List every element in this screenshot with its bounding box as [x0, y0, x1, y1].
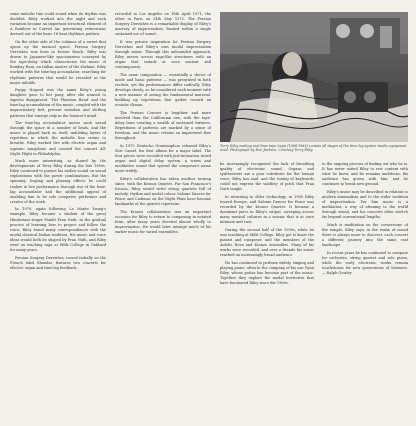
paragraph: On the other side of the columns of a sweet that opens up the musical space, Persian Surgery Dervishes was born in Dorset Beach. Riley was drawn to Japanese-like spaciousness conveyed by the tape-delay which characterize the music of Bombay Ram, an Indian master of the shehnai. Riley worked with the time-lag accumulator, searching for rhythmic patterns that would be revealed as the music unfolds.	[10, 39, 106, 85]
paragraph: He has continued to perform widely, singing and playing piano, often in the company of his son Gyan Riley, whose guitar has become part of the music. Together they explore the modal territories that have fascinated Riley since the 1960s.	[220, 260, 314, 286]
paragraph: recorded in Los Angeles on 18th April 1971, the other in Paris on 24th May 1972. The Persian Surgery Dervishes is a remarkable display of Riley's mastery of improvisation, framed within a single sustained arc of sound.	[115, 12, 211, 37]
paragraph: to the ongoing process of finding out who he is. It has never suited Riley to rest content with what he knew, and he remains ambitious: his audience has grown with him, and he continues to break new ground.	[322, 162, 408, 187]
photo-illustration	[220, 12, 408, 142]
paragraph: Much more interesting, as shared by the developments of Terry Riley during the late 1960s, Riley continued to pursue his earlier sound on sound explorations with the power combinations. But the spinning, looping and phasing effects he could realize in live performance through use of the time-lag accumulator had the additional appeal of enabling him to be sole composer, performer and creator of the work.	[10, 159, 106, 204]
text-column-2	[115, 12, 211, 420]
paragraph: Much is meditation on the cornerstone of the temple, Riley says; in the realm of sound there is always more to discover, each concert a different journey into the same vast landscape.	[322, 222, 408, 248]
text-column-4	[322, 162, 408, 420]
paragraph: In returning to older technology, in 1985 Riley toured Europe, and Salome Dances for Peace was recorded by the Kronos Quartet. It became a dominant piece in Riley's output, sweeping across many musical cultures in a mosaic that is at once intimate and vast.	[220, 194, 314, 225]
paragraph: he increasingly recognised the lack of breathing quality of electronic sound. Organs and synthesisers are a poor substitute for the human voice, Riley has said, and the tuning of keyboards could not express the subtlety of pitch that Pran Nath taught.	[220, 162, 314, 192]
studio-photograph	[220, 12, 408, 142]
paragraph: The same composition — essentially a choice of mode and basic patterns — was presented in both recitals, yet the performances differ radically. Riley develops slowly, as he considered each moment with a new manner of seeing the fundamental material, building up repetitions that gather toward an ecstatic climax.	[115, 72, 211, 108]
paragraph: In 1970, again following La Monte Young's example, Riley became a student of the great Hindustani singer Pandit Pran Nath. In the gradual process of learning how to project and follow the voice, Riley found many correspondences with the modal classical Indian tradition. His music and voice ideas would both be shaped by Pran Nath, and Riley went on teaching raga at Mills College in Oakland for many years.	[10, 207, 106, 253]
paragraph: The Kronos collaboration was an important occasion for Riley to return to composing in notated form, after many years devoted almost wholly to improvisation. He would later arrange much of his earlier music for varied ensembles.	[115, 209, 211, 235]
paragraph: In 1975 Deutsche Grammophon released Riley's Shri Camel, his first album for a major label. The four pieces were recorded with just-intonation tuned organ and digital delay system, a warm and meditative sound that spread the composer's name more widely.	[115, 143, 211, 174]
paragraph: Poppy Nogood was the name Riley's young daughter gave to her pony, after she wanted to express disapproval. 'The Phantom Band' and the time-lag accumulation of the music, coupled with the improvisatory feel, present melodies and shifting patterns that emerge only in the listener's mind.	[10, 88, 106, 118]
paragraph: The Persian Concert is lengthier and more involved than the Californian one, with the tape-delay lines creating a wealth of sustained textures. Repetitions of patterns are marked by a sense of freedom, and the music retains an improvised flow throughout.	[115, 110, 211, 141]
paragraph: Persian Surgery Dervishes, issued initially on the French label Shandar, features two concerts for electric organ and time-lag feedback.	[10, 255, 106, 270]
paragraph: some melodic line could sound when its rhythm was doubled. Riley worked into the night and such variation became an important structural element of A Rainbow in Curved Air, generating reiterations derived out of the basic 16-beat rhythmic pattern.	[10, 12, 106, 37]
text-column-3	[220, 162, 314, 420]
paragraph: The time-lag accumulator moves each sound through the space in a number of beats, and the music is played back on itself, unfolding layers of repetition in which the melodic line seems to breathe. Riley worked live with electric organ and soprano saxophone and created the concert All-Night Flight in Philadelphia.	[10, 121, 106, 156]
paragraph: It was private inspiration for Persian Surgery Dervishes and Riley's own modal improvisation through music. Through this unbounded approach, Riley moves across raga-like structures with an organ that sounds at once ancient and contemporary.	[115, 39, 211, 70]
text-column-1	[10, 12, 106, 420]
paragraph: During the second half of the 1990s, while he was teaching at Mills College, Riley got to know the pianist and composer, and the members of the Arditti, Rova and Kronos ensembles. Many of his works were recorded, and over a decade his music reached an increasingly broad audience.	[220, 227, 314, 258]
paragraph: Riley's collaboration has taken another turning since, with the Kronos Quartet. For San Francisco's Kronos, Riley would write string quartets full of melody, rhythm and modal colour. Salome Dances for Peace and Cadenza on the Night Plain have become landmarks of the quartet repertoire.	[115, 176, 211, 207]
paragraph: In recent years he has continued to compose for orchestra, string quartet and solo piano, while the early electronic works remain touchstones for new generations of listeners. — Ralph Gowley	[322, 250, 408, 276]
photo-caption: Terry Riley making real-time tape loops (1968-1969) contain all stages of the time-lag system studio equipment used. Photograph by Don Jackson, Courtesy Terry Riley	[220, 144, 407, 153]
paragraph: Riley's music may be described in relation to modern minimalism and to the wider tradition of improvisation. For him music is a meditation, a way of attuning to the world through sound, and his concerts often stretch far beyond conventional lengths.	[322, 189, 408, 220]
